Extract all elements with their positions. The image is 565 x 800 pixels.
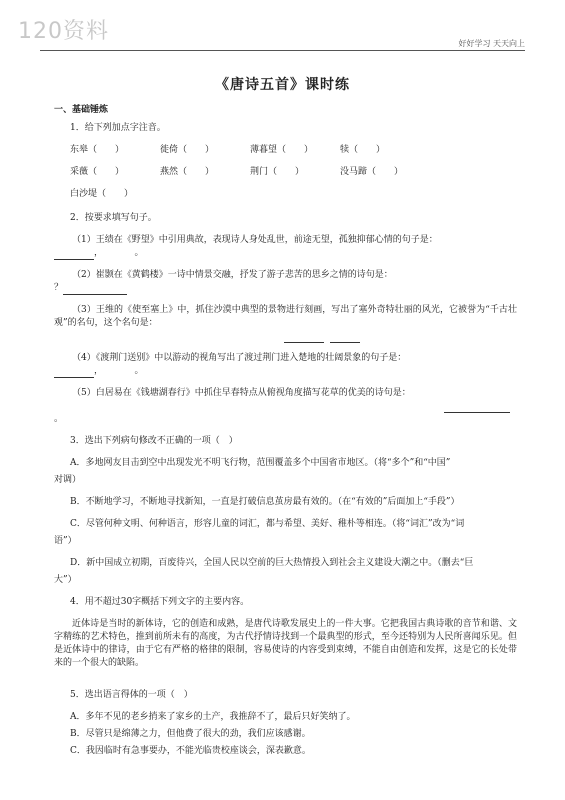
sub-question-1: （1）王绩在《野望》中引用典故，表现诗人身处乱世，前途无望，孤独抑郁心情的句子是：	[72, 235, 438, 245]
question-2-prompt: 2．按要求填写句子。	[70, 213, 157, 223]
option-b: B．尽管只是绵薄之力，但他费了很大的劲，我们应该感谢。	[70, 729, 311, 739]
page-title: 《唐诗五首》课时练	[215, 77, 350, 93]
header-divider	[40, 50, 525, 51]
answer-line-5	[54, 400, 517, 426]
pinyin-items	[70, 144, 517, 210]
answer-space	[54, 679, 517, 689]
answer-line-4	[54, 365, 517, 378]
question-3-prompt: 3．选出下列病句修改不正确的一项（ ）	[70, 436, 238, 446]
answer-line-3	[54, 330, 517, 343]
question-1-prompt: 1．给下列加点字注音。	[70, 123, 166, 133]
answer-blank[interactable]	[54, 259, 94, 260]
answer-blank[interactable]	[63, 294, 127, 295]
option-c: C．尽管何种文明、何种语言，形容儿童的词汇，都与希望、美好、稚朴等相连。（将“词汇”改为“词	[70, 519, 465, 529]
question-5-prompt: 5．选出语言得体的一项（ ）	[70, 690, 193, 700]
pinyin-item: 没马蹄（ ）	[340, 167, 404, 177]
answer-end: ， 。	[94, 366, 144, 376]
option-d-continued: 大”）	[54, 575, 77, 585]
option-a: A．多地网友目击到空中出现发光不明飞行物，范围覆盖多个中国省市地区。（将“多个”和“中国”	[70, 458, 451, 468]
answer-end: ， 。	[94, 248, 144, 258]
pinyin-item: 徙倚（ ）	[160, 145, 215, 155]
option-d: D．新中国成立初期，百废待兴，全国人民以空前的巨大热情投入到社会主义建设大潮之中。（删去“巨	[70, 558, 474, 568]
pinyin-item: 燕然（ ）	[160, 167, 215, 177]
answer-blank[interactable]	[330, 342, 360, 343]
answer-end: ？	[54, 283, 64, 293]
answer-end: 。	[54, 414, 64, 424]
sub-question-3: （3）王维的《使至塞上》中，抓住沙漠中典型的景物进行刻画，写出了塞外奇特壮丽的风光，它被誉为“千古壮观”的名句，这个名句是：	[54, 305, 517, 328]
reading-passage: 近体诗是当时的新体诗，它的创造和成熟，是唐代诗歌发展史上的一件大事。它把我国古典诗歌的音节和谐、文字精练的艺术特色，推到前所未有的高度，为古代抒情诗找到一个最典型的形式，至今还特别为人民所喜闻乐见。但是近体诗中的律诗，由于它有严格的格律的限制，容易使诗的内容受到束缚，不能自由创造和发挥，这是它的长处带来的一个很大的缺陷。	[54, 619, 517, 668]
answer-blank[interactable]	[54, 377, 94, 378]
pinyin-item: 薄暮望（ ）	[250, 145, 314, 155]
option-c: C．我因临时有急事要办，不能光临贵校座谈会，深表歉意。	[70, 746, 311, 756]
pinyin-item: 犊（ ）	[340, 145, 386, 155]
pinyin-item: 采薇（ ）	[70, 167, 125, 177]
sub-question-2: （2）崔颢在《黄鹤楼》一诗中情景交融，抒发了游子悲苦的思乡之情的诗句是：	[72, 270, 393, 280]
answer-line-1	[54, 247, 517, 260]
sub-question-5: （5）白居易在《钱塘湖春行》中抓住早春特点从俯视角度描写花草的优美的诗句是：	[72, 388, 411, 398]
pinyin-item: 荆门（ ）	[250, 167, 305, 177]
option-a: A．多年不见的老乡捎来了家乡的土产，我推辞不了，最后只好笑纳了。	[70, 712, 356, 722]
header-motto: 好好学习 天天向上	[458, 39, 525, 48]
question-4-prompt: 4．用不超过30字概括下列文字的主要内容。	[70, 597, 250, 607]
option-a-continued: 对调）	[54, 475, 82, 485]
option-c-continued: 语”）	[54, 536, 77, 546]
worksheet-body	[54, 104, 517, 762]
sub-question-4: （4）《渡荆门送别》中以游动的视角写出了渡过荆门进入楚地的壮阔景象的句子是：	[72, 353, 407, 363]
pinyin-item: 白沙堤（ ）	[70, 189, 134, 199]
answer-line-2	[54, 282, 517, 295]
watermark-logo: 120资料	[18, 19, 109, 44]
pinyin-item: 东皋（ ）	[70, 145, 125, 155]
option-b: B．不断地学习，不断地寻找新知，一直是打破信息茧房最有效的。（在“有效的”后面加上“手段”）	[70, 497, 460, 507]
answer-blank[interactable]	[284, 342, 324, 343]
answer-blank[interactable]	[444, 412, 510, 413]
section-heading: 一、基础锤炼	[54, 105, 109, 115]
